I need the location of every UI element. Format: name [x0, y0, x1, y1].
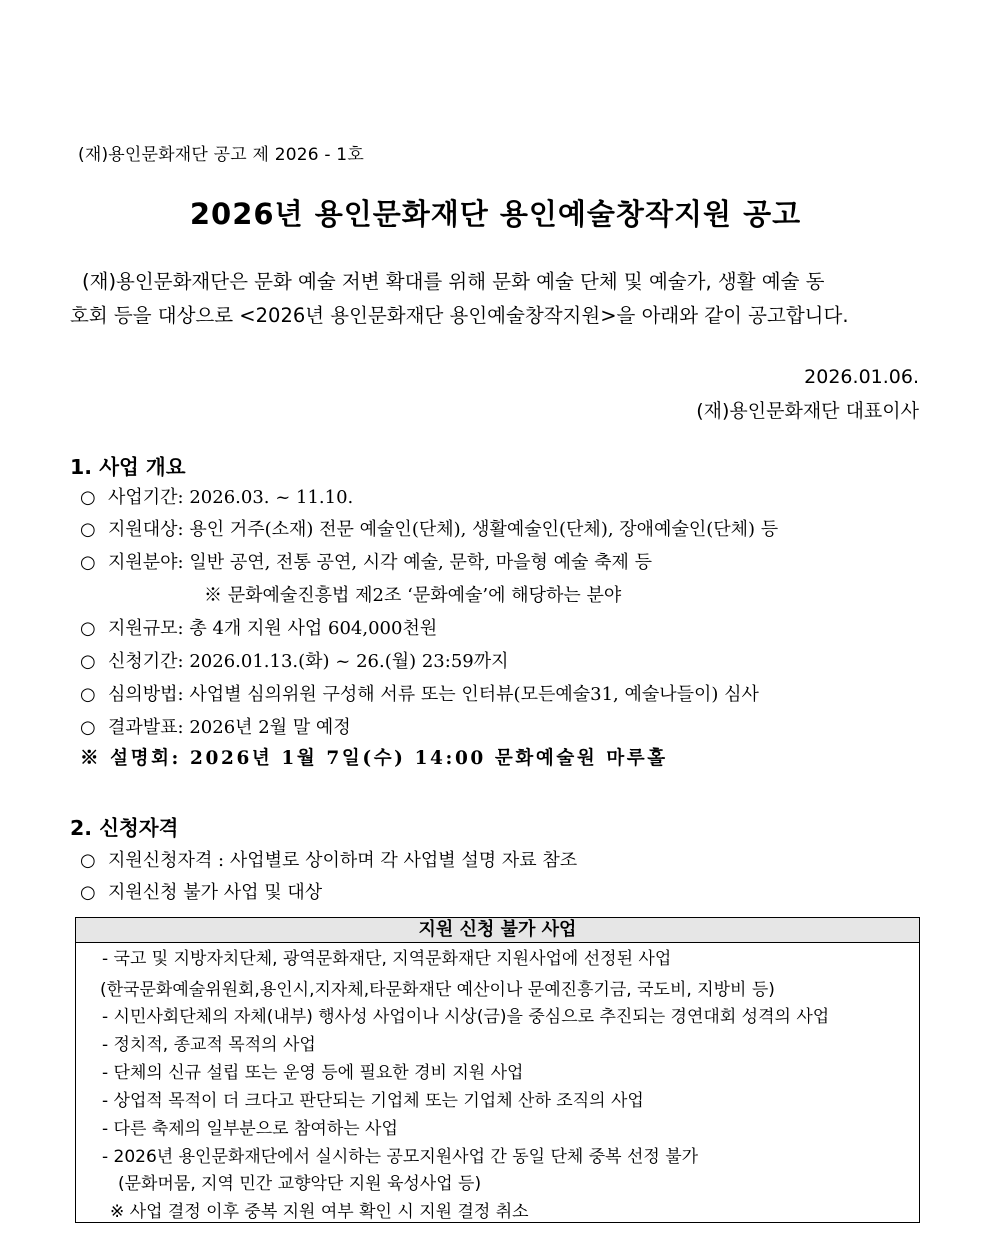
- overview-item: [80, 680, 759, 706]
- ineligible-projects-table: [75, 917, 920, 1223]
- overview-item: [80, 548, 652, 574]
- overview-item: [80, 483, 353, 509]
- overview-item-text: 사업기간: 2026.03. ~ 11.10.: [108, 487, 354, 508]
- intro-paragraph: [70, 265, 921, 333]
- overview-item-text: 지원분야: 일반 공연, 전통 공연, 시각 예술, 문학, 마을형 예술 축제 등: [108, 552, 652, 573]
- circle-bullet-icon: ○: [80, 487, 96, 508]
- table-header: 지원 신청 불가 사업: [76, 918, 919, 943]
- briefing-session-note: ※ 설명회: 2026년 1월 7일(수) 14:00 문화예술원 마루홀: [80, 748, 668, 769]
- eligibility-item-text: 지원신청자격 : 사업별로 상이하며 각 사업별 설명 자료 참조: [108, 850, 578, 871]
- circle-bullet-icon: ○: [80, 618, 96, 639]
- circle-bullet-icon: ○: [80, 552, 96, 573]
- restriction-line: (문화머뭄, 지역 민간 교향악단 지원 육성사업 등): [118, 1174, 482, 1194]
- overview-item-text: 신청기간: 2026.01.13.(화) ~ 26.(월) 23:59까지: [108, 651, 509, 672]
- circle-bullet-icon: ○: [80, 684, 96, 705]
- overview-item-text: 지원대상: 용인 거주(소재) 전문 예술인(단체), 생활예술인(단체), 장애예술인(단체) 등: [108, 519, 779, 540]
- overview-item-text: 지원규모: 총 4개 지원 사업 604,000천원: [108, 618, 438, 639]
- overview-item: [80, 515, 778, 541]
- circle-bullet-icon: ○: [80, 651, 96, 672]
- restriction-line: - 다른 축제의 일부분으로 참여하는 사업: [102, 1119, 398, 1139]
- circle-bullet-icon: ○: [80, 882, 96, 903]
- intro-line: (재)용인문화재단은 문화 예술 저변 확대를 위해 문화 예술 단체 및 예술가, 생활 예술 동: [82, 270, 825, 293]
- section-title-overview: 1. 사업 개요: [70, 455, 186, 479]
- restriction-line: - 2026년 용인문화재단에서 실시하는 공모지원사업 간 동일 단체 중복 선정 불가: [102, 1147, 699, 1167]
- field-note: ※ 문화예술진흥법 제2조 ‘문화예술’에 해당하는 분야: [204, 585, 622, 606]
- restriction-line: - 시민사회단체의 자체(내부) 행사성 사업이나 시상(금)을 중심으로 추진되는 경연대회 성격의 사업: [102, 1007, 830, 1027]
- circle-bullet-icon: ○: [80, 717, 96, 738]
- overview-item: [80, 614, 437, 640]
- issuer-name: (재)용인문화재단 대표이사: [696, 400, 919, 422]
- page-title: 2026년 용인문화재단 용인예술창작지원 공고: [189, 197, 802, 231]
- circle-bullet-icon: ○: [80, 519, 96, 540]
- circle-bullet-icon: ○: [80, 850, 96, 871]
- eligibility-item: [80, 878, 322, 904]
- notice-number: (재)용인문화재단 공고 제 2026 - 1호: [78, 145, 364, 165]
- restriction-line: - 상업적 목적이 더 크다고 판단되는 기업체 또는 기업체 산하 조직의 사업: [102, 1091, 644, 1111]
- restriction-line: - 정치적, 종교적 목적의 사업: [102, 1035, 316, 1055]
- restriction-line: ※ 사업 결정 이후 중복 지원 여부 확인 시 지원 결정 취소: [110, 1202, 529, 1222]
- overview-item-text: 심의방법: 사업별 심의위원 구성해 서류 또는 인터뷰(모든예술31, 예술나들이) 심사: [108, 684, 759, 705]
- overview-item: [80, 713, 351, 739]
- restriction-line: (한국문화예술위원회,용인시,지자체,타문화재단 예산이나 문예진흥기금, 국도비, 지방비 등): [100, 980, 775, 1000]
- restriction-line: - 국고 및 지방자치단체, 광역문화재단, 지역문화재단 지원사업에 선정된 사업: [102, 949, 672, 969]
- overview-item-text: 결과발표: 2026년 2월 말 예정: [108, 717, 351, 738]
- announcement-date: 2026.01.06.: [804, 366, 919, 388]
- eligibility-item-text: 지원신청 불가 사업 및 대상: [108, 882, 323, 903]
- intro-line: 호회 등을 대상으로 <2026년 용인문화재단 용인예술창작지원>을 아래와 같이 공고합니다.: [70, 304, 849, 327]
- restriction-line: - 단체의 신규 설립 또는 운영 등에 필요한 경비 지원 사업: [102, 1063, 524, 1083]
- overview-item: [80, 647, 509, 673]
- eligibility-item: [80, 846, 577, 872]
- section-title-eligibility: 2. 신청자격: [70, 816, 179, 840]
